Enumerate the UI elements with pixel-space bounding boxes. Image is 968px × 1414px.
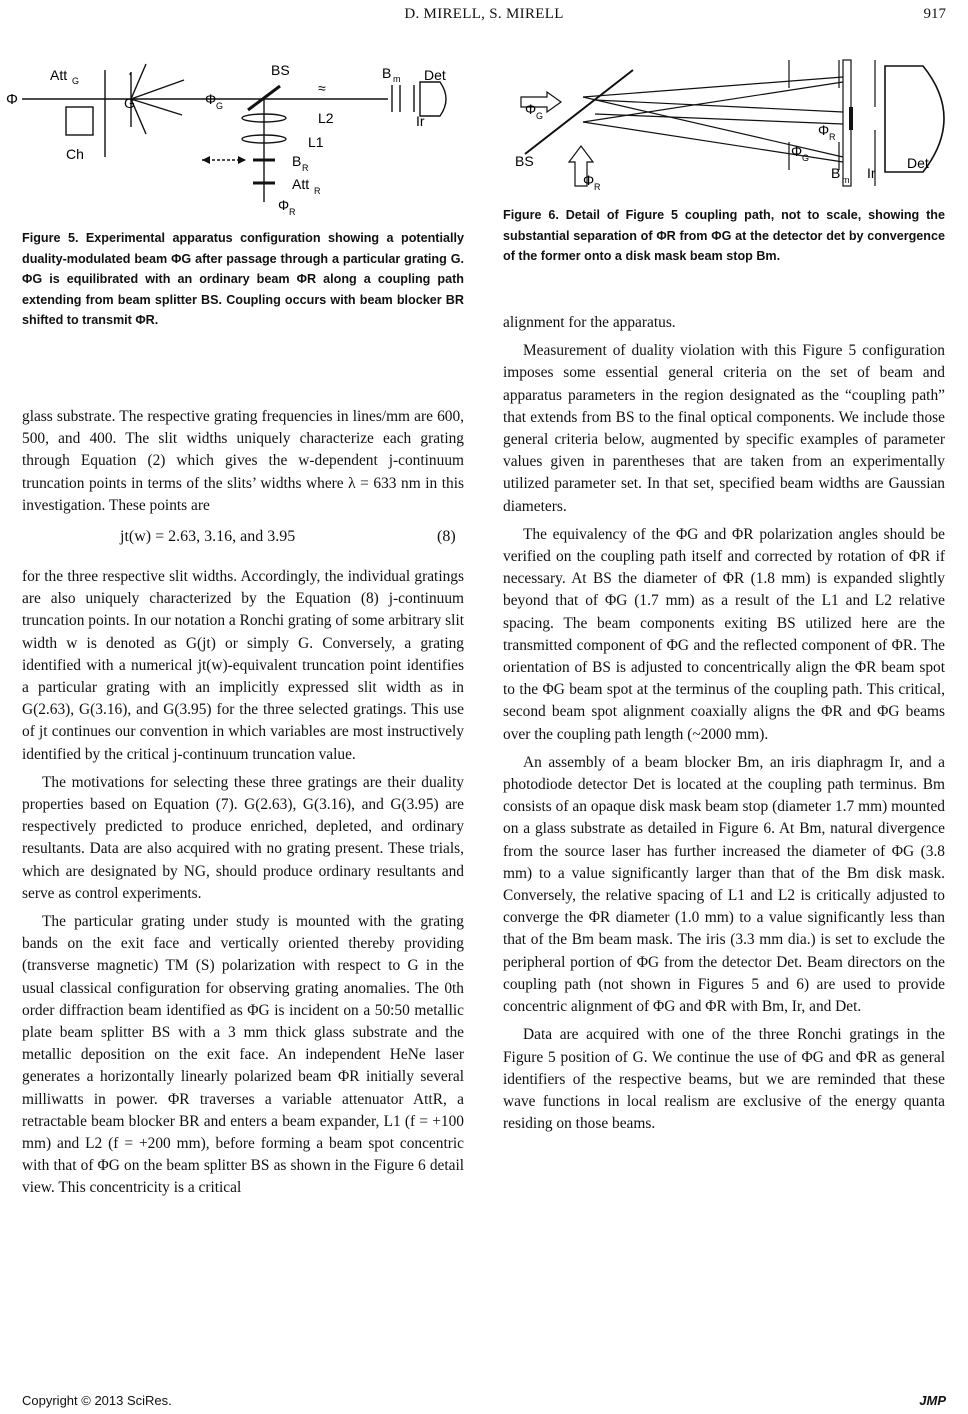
label-phi: Φ [6, 91, 18, 108]
label-g: G [124, 95, 135, 111]
running-header-authors: D. MIRELL, S. MIRELL [404, 6, 564, 22]
right-para-3: The equivalency of the ΦG and ΦR polarization angles should be verified on the coupling path itself and corrected by rotation of ΦR if necessary. At BS the diameter of ΦR (1.8 mm) is expanded slightly beyond that of ΦG (1.7 mm) as a result of the L1 and L2 relative spacing. The beam components exiting BS utilized here are the transmitted component of ΦG and the reflected component of ΦR. The orientation of BS is adjusted to concentrically align the ΦR beam spot to the ΦG beam spot at the terminus of the coupling path. This critical, second beam spot alignment coaxially aligns the ΦR and ΦG beams over the coupling path length (~2000 mm). [503, 525, 946, 743]
right-para-1: alignment for the apparatus. [503, 314, 676, 331]
fig6-label-phi-g-mid-sub: G [802, 153, 810, 163]
label-ch: Ch [66, 146, 84, 162]
label-phi-g: Φ [205, 91, 217, 107]
label-att-r-sub: R [314, 186, 321, 196]
label-phi-g-sub: G [216, 101, 224, 111]
fig6-label-phi-r-sub: R [594, 182, 601, 192]
label-break: ≈ [318, 80, 326, 96]
fig6-label-b-m-sub: m [842, 175, 850, 185]
fig6-label-phi-g-mid: Φ [791, 143, 803, 159]
left-column [22, 406, 464, 517]
page-number: 917 [923, 6, 946, 22]
fig6-label-phi-g-sub: G [536, 111, 544, 121]
chopper-box [66, 107, 93, 135]
label-att-r: Att [292, 176, 310, 192]
label-ir: Ir [416, 113, 425, 129]
fig6-label-b-m: B [831, 165, 841, 181]
label-bs: BS [271, 62, 290, 78]
fig6-label-bs: BS [515, 153, 534, 169]
equation-8 [120, 528, 295, 546]
left-para-2: for the three respective slit widths. Accordingly, the individual gratings are also uniquely characterized by the Equation (8) j-continuum truncation points. In our notation a Ronchi grating of some arbitrary slit width w is denoted as G(jt) or simply G. Conversely, a grating identified with a numerical jt(w)-equivalent truncation point identifies a particular grating with an implicitly expressed slit width as in G(2.63), G(3.16), and G(3.95) for the three selected gratings. This use of jt continues our convention in which variables are most instructively identified by the critical j-continuum truncation value. [22, 568, 464, 763]
label-b-r-sub: R [302, 163, 309, 173]
figure-5-diagram [0, 52, 470, 222]
footer-journal: JMP [919, 1393, 946, 1408]
label-b-m-sub: m [393, 74, 401, 84]
label-phi-r: Φ [278, 197, 290, 213]
fig6-label-phi-r-mid-sub: R [829, 132, 836, 142]
label-l1: L1 [308, 134, 324, 150]
label-b-r: B [292, 153, 302, 169]
equation-8-number: (8) [437, 528, 456, 545]
footer-copyright: Copyright © 2013 SciRes. [22, 1393, 172, 1408]
label-l2: L2 [318, 110, 334, 126]
label-att-g-sub: G [72, 76, 80, 86]
label-det: Det [424, 67, 446, 83]
right-para-2: Measurement of duality violation with this Figure 5 configuration imposes some essential general criteria on the set of beam and apparatus parameters in the region designated as the “coupling path” that extends from BS to the final optical components. We include those general criteria below, augmented by specific examples of parameter values given in parentheses that are taken from an experimentally utilized parameter set. In that set, specified beam widths are Gaussian diameters. [503, 342, 945, 515]
label-b-m: B [382, 65, 392, 81]
figure-6-diagram [503, 52, 965, 200]
arrowhead-left [202, 156, 210, 164]
arrowhead-right [238, 156, 246, 164]
fig6-label-ir: Ir [867, 165, 876, 181]
figure-5-caption: Figure 5. Experimental apparatus configuration showing a potentially duality-modulated beam ΦG after passage through a particular grating G. ΦG is equilibrated with an ordinary beam ΦR along a coupling path extending from beam splitter BS. Coupling occurs with beam blocker BR shifted to transmit ΦR. [22, 231, 464, 327]
fig6-label-det: Det [907, 155, 929, 171]
left-para-4: The particular grating under study is mounted with the grating bands on the exit face and vertically oriented thereby providing (transverse magnetic) TM (S) polarization with respect to G in the usual classical configuration for observing grating anomalies. The 0th order diffraction beam identified as ΦG is incident on a 50:50 metallic plate beam splitter BS with a 3 mm thick glass substrate and the metallic deposition on the exit face. An independent HeNe laser generates a horizontally linearly polarized beam ΦR initially several milliwatts in power. ΦR traverses a variable attenuator AttR, a retractable beam blocker BR and enters a beam expander, L1 (f = +100 mm) and L2 (f = +200 mm), before forming a beam spot concentric with that of ΦG on the beam splitter BS as shown in the Figure 6 detail view. This concentricity is a critical [22, 913, 464, 1197]
label-phi-r-sub: R [289, 207, 296, 217]
equation-8-body: jt(w) = 2.63, 3.16, and 3.95 [120, 528, 296, 545]
fig6-label-phi-r: Φ [583, 172, 595, 188]
left-para-1: glass substrate. The respective grating frequencies in lines/mm are 600, 500, and 400. The slit widths uniquely characterize each grating through Equation (2) which gives the w-dependent j-continuum truncation points in terms of the slits’ widths where λ = 633 nm in this investigation. These points are [22, 408, 464, 514]
fig6-label-phi-r-mid: Φ [818, 122, 830, 138]
figure-6-caption: Figure 6. Detail of Figure 5 coupling path, not to scale, showing the substantial separation of ΦR from ΦG at the detector det by convergence of the former onto a disk mask beam stop Bm. [503, 208, 945, 263]
right-column [503, 312, 945, 1135]
left-column-lower [22, 566, 464, 1200]
right-para-4: An assembly of a beam blocker Bm, an iris diaphragm Ir, and a photodiode detector Det is located at the coupling path terminus. Bm consists of an opaque disk mask beam stop (diameter 1.7 mm) mounted on a glass substrate as detailed in Figure 6. At Bm, natural divergence from the source laser has further increased the diameter of ΦG (3.8 mm) to a value significantly larger than that of the Bm disk mask. Conversely, the relative spacing of L1 and L2 is critically adjusted to converge the ΦR diameter (1.0 mm) to a value significantly less than that of the Bm beam mask. The iris (3.3 mm dia.) is set to exclude the peripheral portion of ΦG from the detector Det. Beam directors on the coupling path (not shown in Figures 5 and 6) are used to provide concentric alignment of ΦG and ΦR with Bm, Ir, and Det. [503, 753, 945, 1016]
label-att-g: Att [50, 67, 68, 83]
left-para-3: The motivations for selecting these three gratings are their duality properties based on Equation (7). G(2.63), G(3.16), and G(3.95) are respectively predicted to produce enriched, depleted, and ordinary resultants. Data are also acquired with no grating present. These trials, which are designated by NG, should produce ordinary resultants and serve as control experiments. [22, 773, 464, 902]
right-para-5: Data are acquired with one of the three Ronchi gratings in the Figure 5 position of G. We continue the use of ΦG and ΦR as general identifiers of the respective beams, but we are reminded that these wave functions in local realism are exclusive of the energy quanta residing on those beams. [503, 1026, 945, 1133]
fig6-label-phi-g: Φ [525, 101, 537, 117]
